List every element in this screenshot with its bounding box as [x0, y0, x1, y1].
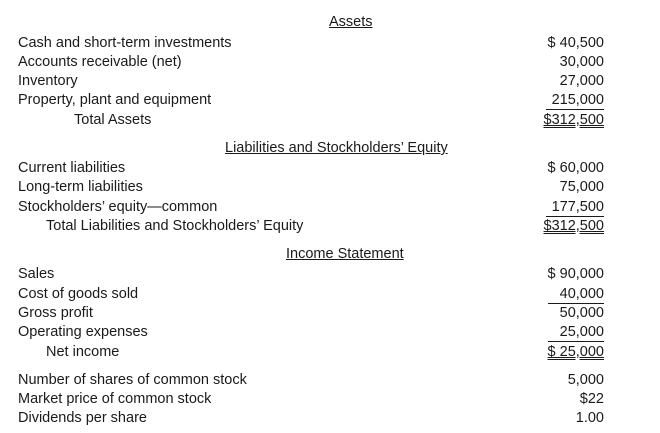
other-row-label: Dividends per share — [18, 410, 147, 426]
liabilities-row-label: Stockholders’ equity—common — [18, 199, 218, 215]
income-row-label: Operating expenses — [18, 324, 148, 340]
liabilities-total-value: $312,500 — [543, 218, 604, 234]
income-row-label: Cost of goods sold — [18, 286, 139, 302]
liabilities-row-value — [546, 198, 604, 217]
income-row-value: $ 90,000 — [547, 266, 604, 282]
liabilities-row-value: $ 60,000 — [547, 160, 604, 176]
income-total-value: $ 25,000 — [547, 344, 604, 360]
income-heading: Income Statement — [286, 246, 404, 262]
income-row-value-text: 25,000 — [548, 324, 604, 342]
assets-row-value: 27,000 — [559, 73, 604, 89]
liabilities-heading: Liabilities and Stockholders’ Equity — [225, 140, 448, 156]
other-row-label: Market price of common stock — [18, 391, 212, 407]
assets-row-value-text: 215,000 — [546, 92, 604, 110]
assets-row-label: Accounts receivable (net) — [18, 54, 182, 70]
assets-row-label: Cash and short-term investments — [18, 35, 232, 51]
income-row-value-text: 40,000 — [548, 286, 604, 304]
assets-row-label: Property, plant and equipment — [18, 92, 212, 108]
income-total-label: Net income — [46, 344, 120, 360]
assets-total-value: $312,500 — [543, 112, 604, 128]
liabilities-row-label: Long-term liabilities — [18, 179, 143, 195]
income-row-value: 50,000 — [559, 305, 604, 321]
liabilities-row-value: 75,000 — [559, 179, 604, 195]
income-row-label: Gross profit — [18, 305, 93, 321]
liabilities-row-label: Current liabilities — [18, 160, 126, 176]
income-row-value — [548, 323, 604, 342]
income-row-value — [548, 285, 604, 304]
other-row-value: 1.00 — [575, 410, 604, 426]
other-row-value: $22 — [579, 391, 604, 407]
assets-row-label: Inventory — [18, 73, 78, 89]
assets-heading: Assets — [329, 14, 373, 30]
other-row-value: 5,000 — [567, 372, 604, 388]
assets-row-value — [546, 91, 604, 110]
liabilities-total-label: Total Liabilities and Stockholders’ Equity — [46, 218, 304, 234]
other-row-label: Number of shares of common stock — [18, 372, 247, 388]
liabilities-row-value-text: 177,500 — [546, 199, 604, 217]
assets-row-value: 30,000 — [559, 54, 604, 70]
assets-total-label: Total Assets — [74, 112, 152, 128]
assets-row-value: $ 40,500 — [547, 35, 604, 51]
income-row-label: Sales — [18, 266, 55, 282]
